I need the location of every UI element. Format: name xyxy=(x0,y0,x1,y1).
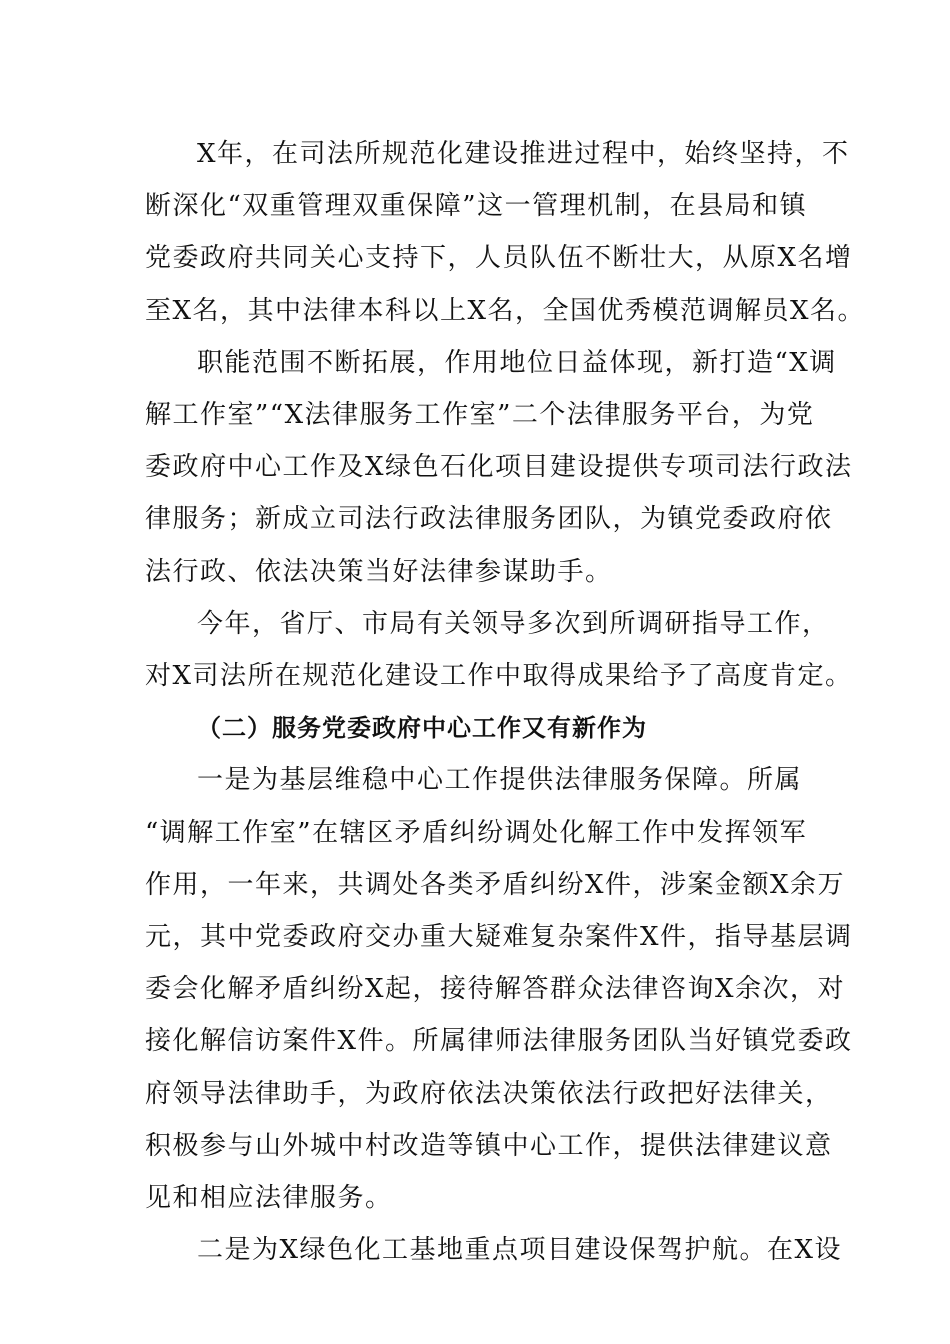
text-line: 积极参与山外城中村改造等镇中心工作，提供法律建议意 xyxy=(145,1130,833,1161)
paragraph-staffing xyxy=(145,128,866,337)
paragraph-stability-service xyxy=(145,754,853,1224)
text-line: 至X名，其中法律本科以上X名，全国优秀模范调解员X名。 xyxy=(145,295,866,326)
text-line: 法行政、依法决策当好法律参谋助手。 xyxy=(145,556,613,587)
text-line: 职能范围不断拓展，作用地位日益体现，新打造“X调 xyxy=(197,347,837,378)
text-line: 府领导法律助手，为政府依法决策依法行政把好法律关， xyxy=(145,1078,833,1109)
text-line: 解工作室”“X法律服务工作室”二个法律服务平台，为党 xyxy=(145,400,815,431)
document-body xyxy=(145,128,866,1276)
text-line: 断深化“双重管理双重保障”这一管理机制，在县局和镇 xyxy=(145,191,808,222)
text-line: “调解工作室”在辖区矛盾纠纷调处化解工作中发挥领军 xyxy=(145,817,808,848)
text-line: 接化解信访案件X件。所属律师法律服务团队当好镇党委政 xyxy=(145,1026,853,1057)
paragraph-chemical-base xyxy=(145,1224,843,1276)
paragraph-functions xyxy=(145,337,853,598)
text-line: 作用，一年来，共调处各类矛盾纠纷X件，涉案金额X余万 xyxy=(145,869,846,900)
text-line: 律服务；新成立司法行政法律服务团队，为镇党委政府依 xyxy=(145,504,833,535)
text-line: X年，在司法所规范化建设推进过程中，始终坚持，不 xyxy=(197,139,850,169)
text-line: 党委政府共同关心支持下，人员队伍不断壮大，从原X名增 xyxy=(145,243,853,274)
text-line: 二是为X绿色化工基地重点项目建设保驾护航。在X设 xyxy=(197,1235,843,1266)
text-line: 一是为基层维稳中心工作提供法律服务保障。所属 xyxy=(197,765,803,796)
text-line: 委会化解矛盾纠纷X起，接待解答群众法律咨询X余次，对 xyxy=(145,974,846,1005)
text-line: 对X司法所在规范化建设工作中取得成果给予了高度肯定。 xyxy=(145,661,853,692)
paragraph-recognition xyxy=(145,598,853,702)
text-line: 委政府中心工作及X绿色石化项目建设提供专项司法行政法 xyxy=(145,452,853,483)
text-line: 今年，省厅、市局有关领导多次到所调研指导工作， xyxy=(197,608,830,639)
text-line: 元，其中党委政府交办重大疑难复杂案件X件，指导基层调 xyxy=(145,922,853,953)
text-line: 见和相应法律服务。 xyxy=(145,1183,393,1214)
section-heading: （二）服务党委政府中心工作又有新作为 xyxy=(197,714,647,743)
